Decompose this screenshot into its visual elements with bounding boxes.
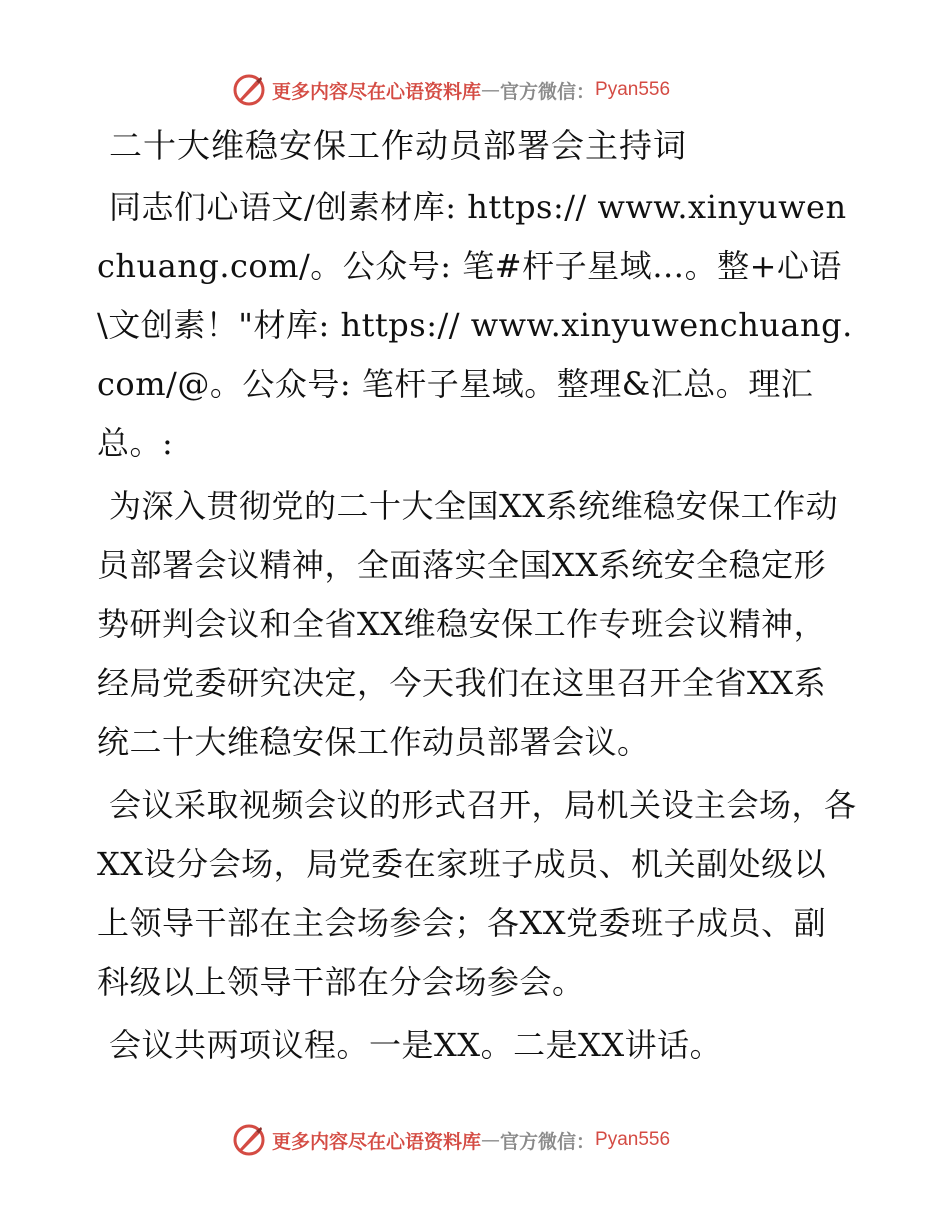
- paragraph-preface: 同志们心语文/创素材库: https:// www.xinyuwenchuang.com/。公众号: 笔#杆子星域…。整+心语\文创素！"材库: https:// www.xinyuwenchuang.com/@。公众号: 笔杆子星域。整理&汇总。理汇总。:: [97, 188, 853, 462]
- watermark-wechat-id: Pyan556: [595, 79, 671, 100]
- watermark-wechat-id: Pyan556: [595, 1129, 671, 1150]
- footer-watermark: [232, 1122, 752, 1158]
- watermark-separator: —: [481, 1129, 501, 1151]
- paragraph-3: 会议共两项议程。一是XX。二是XX讲话。: [109, 1026, 723, 1064]
- watermark-separator: —: [481, 79, 501, 101]
- paragraph-2: 会议采取视频会议的形式召开，局机关设主会场，各XX设分会场，局党委在家班子成员、机关副处级以上领导干部在主会场参会；各XX党委班子成员、副科级以上领导干部在分会场参会。: [97, 786, 857, 1001]
- document-title: 二十大维稳安保工作动员部署会主持词: [109, 126, 687, 165]
- quill-pen-icon: [232, 73, 266, 107]
- paragraph-1: 为深入贯彻党的二十大全国XX系统维稳安保工作动员部署会议精神，全面落实全国XX系统安全稳定形势研判会议和全省XX维稳安保工作专班会议精神，经局党委研究决定，今天我们在这里召开全省XX系统二十大维稳安保工作动员部署会议。: [97, 487, 839, 761]
- watermark-wechat-prefix: 官方微信：: [500, 1130, 596, 1153]
- watermark-main-text: 更多内容尽在心语资料库: [272, 1130, 482, 1153]
- watermark-wechat-prefix: 官方微信：: [500, 80, 596, 103]
- header-watermark: [232, 72, 752, 108]
- watermark-main-text: 更多内容尽在心语资料库: [272, 80, 482, 103]
- document-body: [97, 118, 857, 1079]
- quill-pen-icon: [232, 1123, 266, 1157]
